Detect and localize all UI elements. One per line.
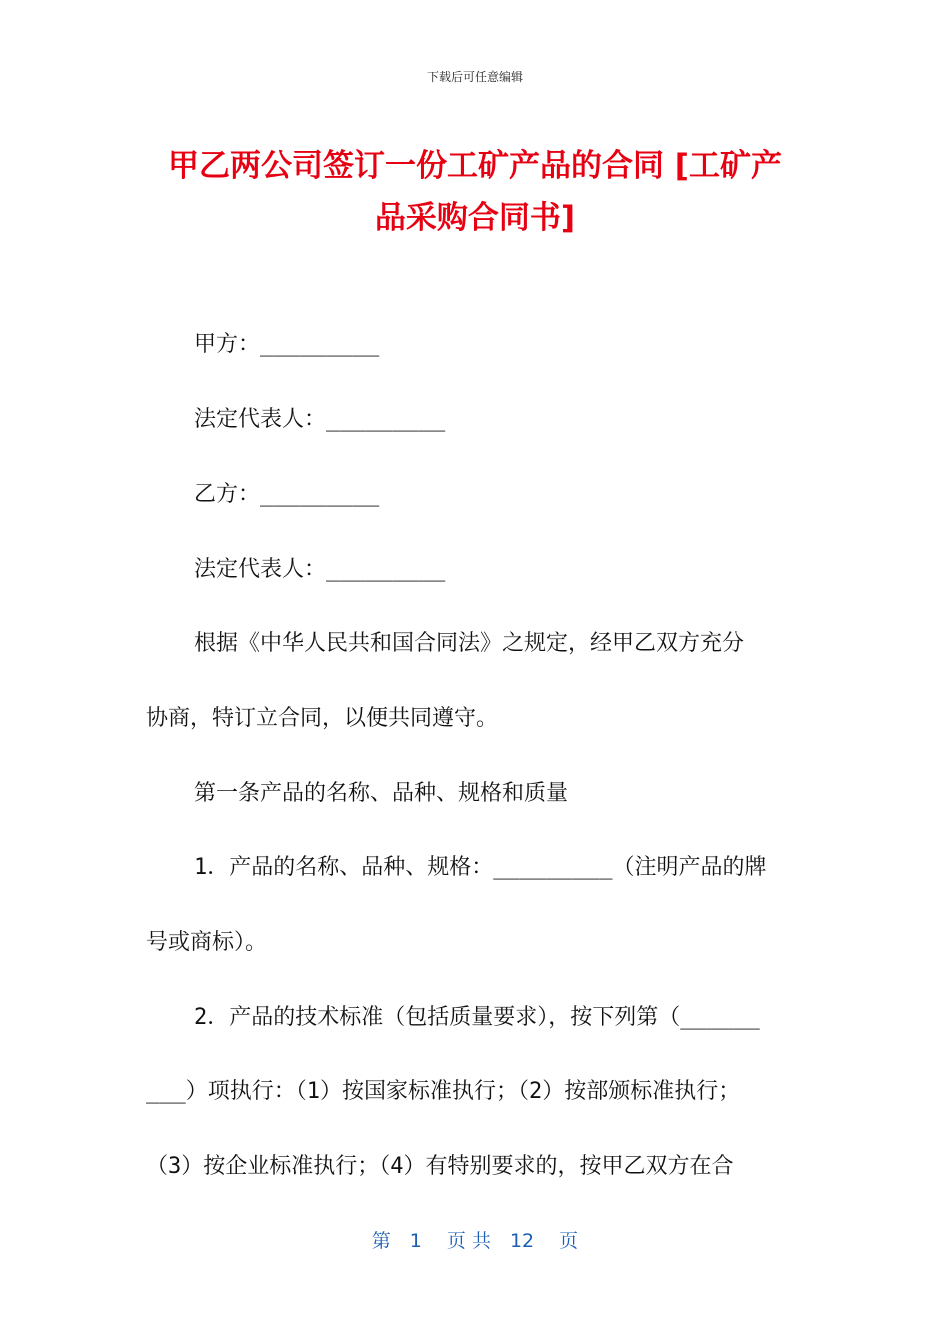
- article-1-heading: 第一条产品的名称、品种、规格和质量: [194, 781, 569, 806]
- party-b-representative-line: 法定代表人：_________: [194, 557, 446, 582]
- title-line-1: 甲乙两公司签订一份工矿产品的合同 [工矿产: [168, 148, 782, 184]
- header-note: 下载后可任意编辑: [426, 70, 523, 84]
- page-number: 第 1 页 共 12 页: [371, 1230, 579, 1252]
- clause-2-line-2: ___）项执行：（1）按国家标准执行；（2）按部颁标准执行；: [146, 1079, 741, 1104]
- clause-1-line-2: 号或商标）。: [146, 930, 268, 955]
- party-b-line: 乙方：_________: [194, 482, 380, 507]
- clause-2-line-1: 2．产品的技术标准（包括质量要求），按下列第（______: [194, 1005, 760, 1030]
- party-a-representative-line: 法定代表人：_________: [194, 407, 446, 432]
- clause-1-line-1: 1．产品的名称、品种、规格：_________（注明产品的牌: [194, 855, 767, 880]
- clause-2-line-3: （3）按企业标准执行；（4）有特别要求的，按甲乙双方在合: [146, 1154, 734, 1179]
- title-line-2: 品采购合同书]: [374, 200, 576, 236]
- party-a-line: 甲方：_________: [194, 332, 380, 357]
- document-title: [120, 140, 830, 244]
- preamble-line-2: 协商，特订立合同，以便共同遵守。: [146, 706, 499, 731]
- preamble-line-1: 根据《中华人民共和国合同法》之规定，经甲乙双方充分: [194, 631, 745, 656]
